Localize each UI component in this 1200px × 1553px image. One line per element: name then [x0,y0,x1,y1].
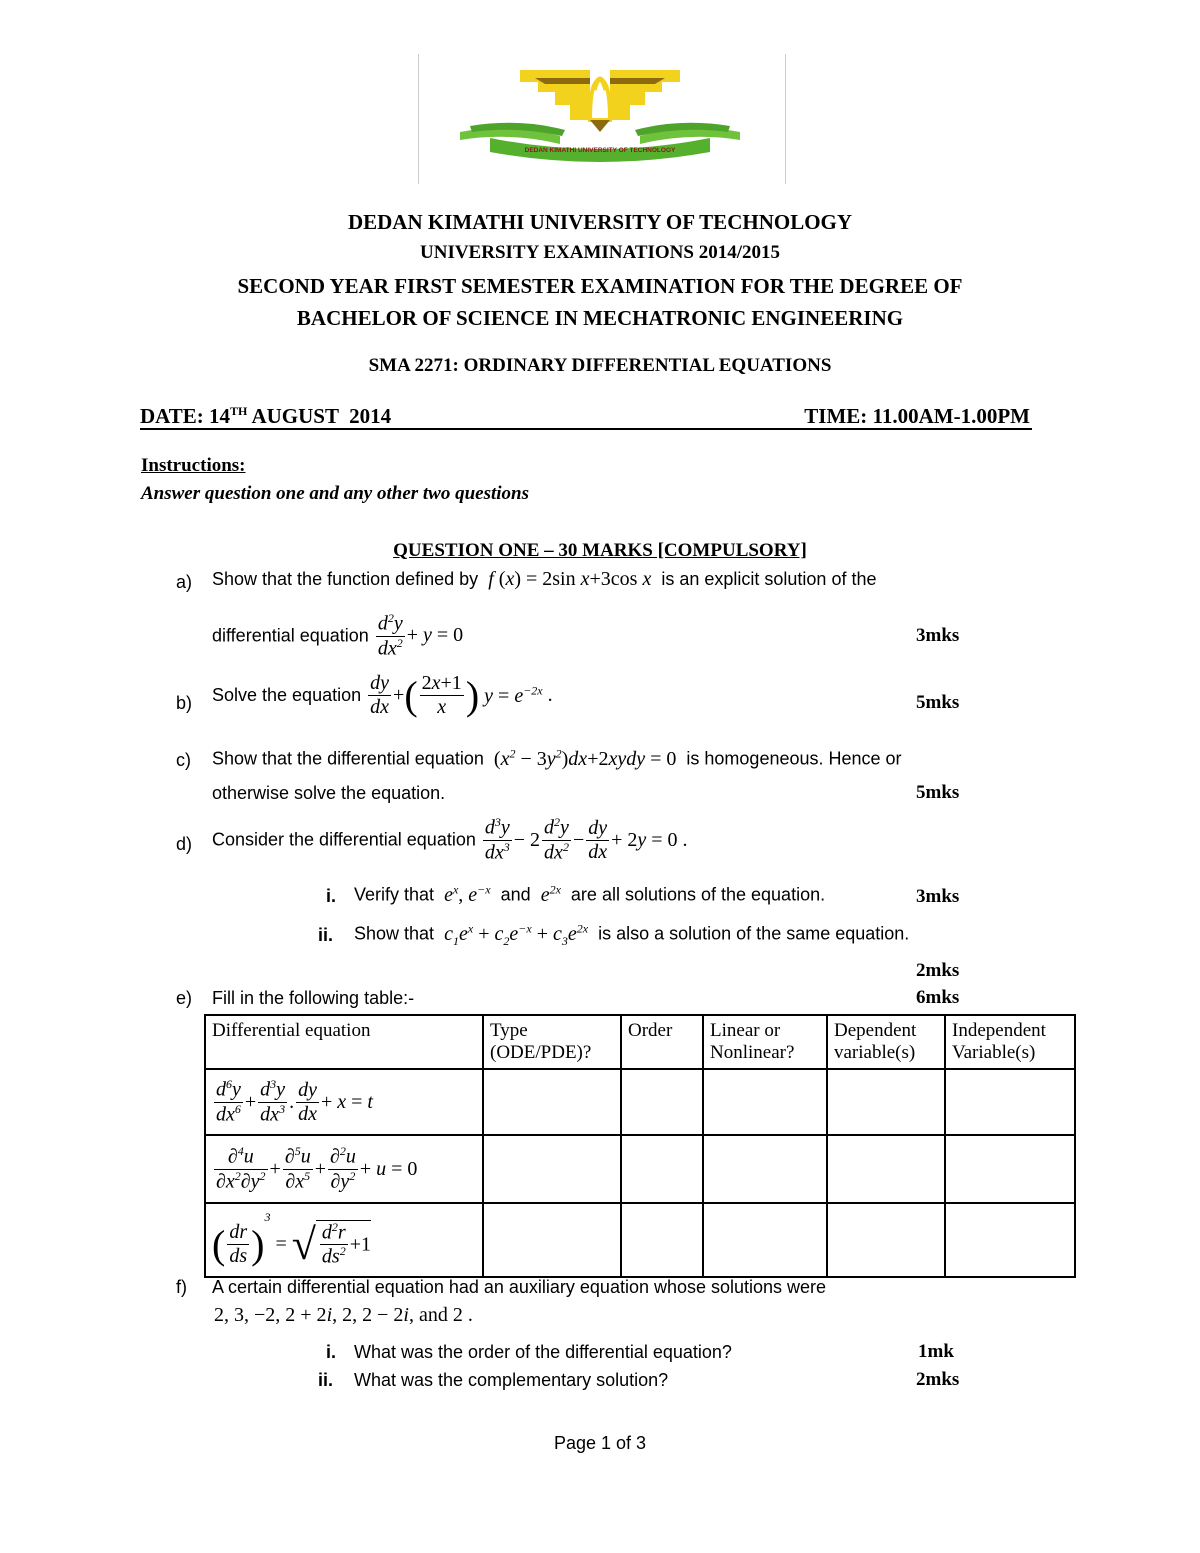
answer-cell-dependent[interactable] [827,1069,945,1135]
exam-time: TIME: 11.00AM-1.00PM [804,404,1030,428]
qc-label: c) [176,750,191,770]
date-time-row [140,400,1032,430]
answer-cell-dependent[interactable] [827,1203,945,1277]
qe-label: e) [176,988,193,1008]
qc-marks: 5mks [916,782,960,803]
table-equation-2: $\frac{\partial^4u}{\partial x^2\partial y^2}$ + $\frac{\partial^5u}{\partial x^5}$ + $\frac{\partial^2u}{\partial y^2}$ + u = 0 [216,1143,418,1193]
table-header-row [205,1015,1075,1069]
answer-cell-linearity[interactable] [703,1203,827,1277]
qf-ii-label: ii. [318,1370,334,1390]
qe-marks: 6mks [916,987,960,1008]
answer-cell-order[interactable] [621,1135,703,1203]
answer-cell-independent[interactable] [945,1135,1075,1203]
qa-marks: 3mks [916,625,960,646]
page-number: Page 1 of 3 [553,1433,647,1453]
qa-line1 [212,568,876,591]
table-header-cell: Type (ODE/PDE)? [483,1015,621,1069]
qc-line1 [212,746,902,771]
qd-ii-expr: $c_1e^x + c_2e^{-x} + c_3e^{2x}$ [439,921,589,948]
answer-cell-type[interactable] [483,1069,621,1135]
qa-text2: is an explicit solution of the [661,569,877,589]
qd-i-label: i. [326,886,337,906]
qa-equation: $\frac{d^2y}{dx^2}$ + y = 0 [377,611,464,660]
qa-text3: differential equation [212,625,369,646]
answer-cell-type[interactable] [483,1203,621,1277]
qd-i-expr1: $e^x$, $e^{-x}$ [439,882,491,906]
qa-line2 [212,612,463,660]
qd-i-line [354,882,825,907]
qd-text1: Consider the differential equation [212,829,476,850]
date-sup: TH [230,404,248,418]
table-header-cell: Independent Variable(s) [945,1015,1075,1069]
qb-label: b) [176,693,193,713]
qf-i-label: i. [326,1342,337,1362]
qb-marks: 5mks [916,692,960,713]
qa-function: f (x) = 2sin x+3cos x [483,568,657,590]
table-header-cell: Order [621,1015,703,1069]
qd-ii-label: ii. [318,925,334,945]
table-equation-3: ( $\frac{dr}{ds}$ )$^3$ = √ $\frac{d^2r}{ds^2}$ +1 [212,1210,371,1269]
qd-i-marks: 3mks [916,886,960,907]
qd-ii-text2: is also a solution of the same equation. [598,923,910,944]
course-title: SMA 2271: ORDINARY DIFFERENTIAL EQUATIONS [368,355,832,376]
qf-label: f) [176,1277,187,1297]
qf-text: A certain differential equation had an auxiliary equation whose solutions were [212,1277,827,1297]
qd-equation: $\frac{d^3y}{dx^3}$ − 2 $\frac{d^2y}{dx^2}$ − $\frac{dy}{dx}$ + 2y = 0 . [484,815,688,864]
qd-i-and: and [500,884,531,905]
qd-i-text1: Verify that [354,884,435,905]
table-header-cell: Dependent variable(s) [827,1015,945,1069]
qd-ii-marks: 2mks [916,960,960,981]
table-equation-1: $\frac{d^6y}{dx^6}$ + $\frac{d^3y}{dx^3}$ . $\frac{dy}{dx}$ + x = t [216,1076,373,1126]
answer-cell-linearity[interactable] [703,1135,827,1203]
equation-cell [205,1203,483,1277]
qf-i-marks: 1mk [918,1341,954,1362]
qf-i-text: What was the order of the differential equation? [354,1342,732,1362]
equation-cell [205,1069,483,1135]
answer-cell-order[interactable] [621,1069,703,1135]
instructions-title: Instructions: [141,455,246,476]
answer-cell-independent[interactable] [945,1203,1075,1277]
table-row [205,1203,1075,1277]
university-name: DEDAN KIMATHI UNIVERSITY OF TECHNOLOGY [347,210,853,234]
qf-roots: 2, 3, −2, 2 + 2i, 2, 2 − 2i, and 2 . [214,1304,473,1326]
qb-equation: $\frac{dy}{dx}$ +( $\frac{2x+1}{x}$ ) $y = e^{-2x}$ . [370,672,553,718]
qd-ii-text1: Show that [354,923,435,944]
qc-text1: Show that the differential equation [212,748,484,769]
answer-cell-order[interactable] [621,1203,703,1277]
qc-line2: otherwise solve the equation. [212,783,446,803]
qa-label: a) [176,572,193,592]
exam-session: UNIVERSITY EXAMINATIONS 2014/2015 [420,242,780,263]
classification-table [204,1014,1076,1278]
instructions-text: Answer question one and any other two questions [141,483,530,504]
answer-cell-dependent[interactable] [827,1135,945,1203]
qd-label: d) [176,834,193,854]
table-header-cell: Differential equation [205,1015,483,1069]
answer-cell-independent[interactable] [945,1069,1075,1135]
table-header-cell: Linear or Nonlinear? [703,1015,827,1069]
qd-line [212,816,688,864]
exam-title-line2: BACHELOR OF SCIENCE IN MECHATRONIC ENGINEERING [296,306,904,330]
equation-cell [205,1135,483,1203]
qc-text2: is homogeneous. Hence or [686,748,902,769]
exam-title-line1: SECOND YEAR FIRST SEMESTER EXAMINATION FOR THE DEGREE OF [237,274,963,298]
qb-line [212,672,553,719]
qe-text: Fill in the following table:- [212,988,415,1008]
university-logo [450,60,750,170]
question-one-title: QUESTION ONE – 30 MARKS [COMPULSORY] [393,540,807,561]
qf-ii-text: What was the complementary solution? [354,1370,669,1390]
qd-i-expr2: $e^{2x}$ [535,882,561,906]
qa-text1: Show that the function defined by [212,569,479,589]
date-prefix: DATE: 14 [140,404,231,428]
table-row [205,1069,1075,1135]
answer-cell-type[interactable] [483,1135,621,1203]
answer-cell-linearity[interactable] [703,1069,827,1135]
date-suffix: AUGUST 2014 [247,404,392,428]
qf-ii-marks: 2mks [916,1369,960,1390]
logo-banner-text: DEDAN KIMATHI UNIVERSITY OF TECHNOLOGY [524,147,676,154]
qd-i-text2: are all solutions of the equation. [570,884,826,905]
qd-ii-line [354,921,909,949]
exam-date [140,404,391,429]
qc-equation: ($x^2$ − $3y^2)dx+2xydy = 0$ [493,746,677,770]
qb-text1: Solve the equation [212,684,362,705]
table-row [205,1135,1075,1203]
